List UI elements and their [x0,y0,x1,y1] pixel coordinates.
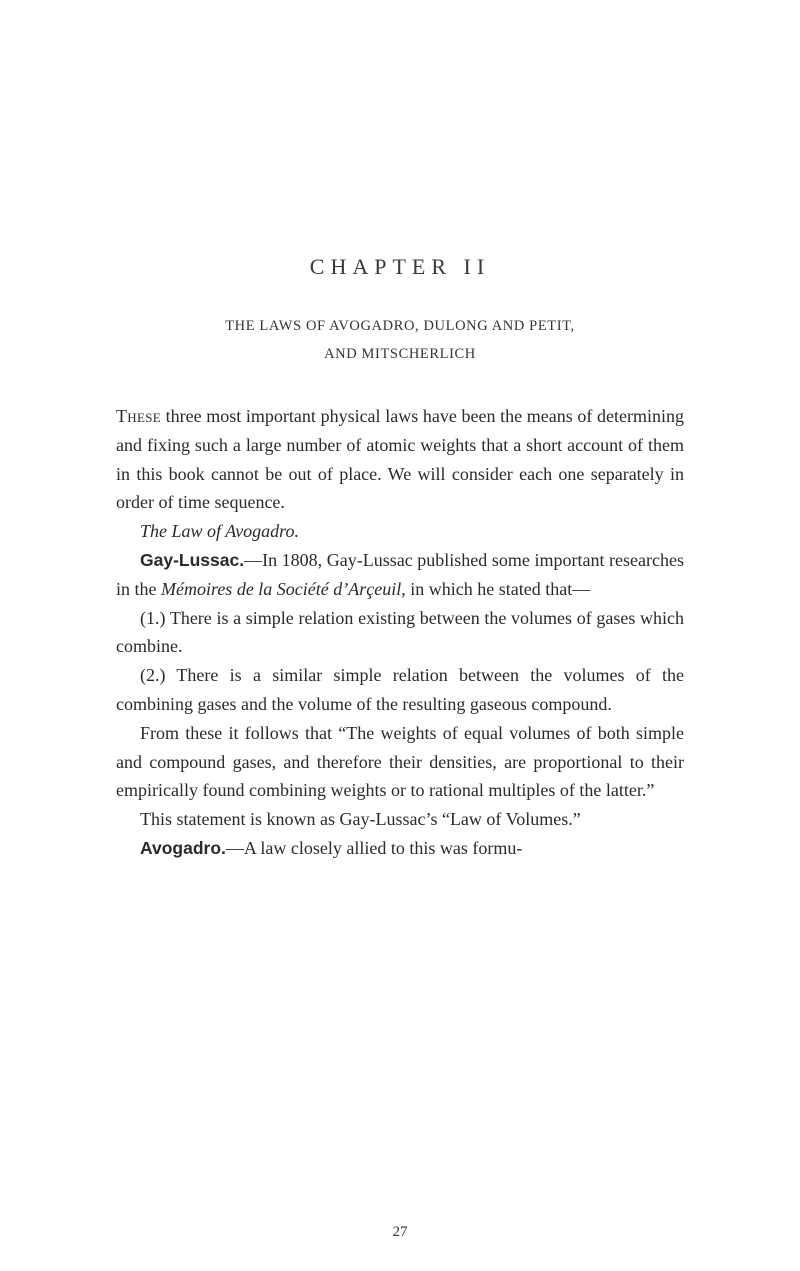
paragraph-gay-lussac-journal: Mémoires de la Société d’Arçeuil, [161,578,406,599]
page-number: 27 [392,1224,408,1240]
chapter-subtitle-line-1: THE LAWS OF AVOGADRO, DULONG AND PETIT, [225,318,575,334]
paragraph-consequence: From these it follows that “The weights of equal volumes of both simple and compound gases, and therefore their densities, are proportional to their empirically found combining weights or to rational multiples of the latter.” [116,722,684,801]
chapter-subtitle [116,312,684,368]
paragraph-law-1: (1.) There is a simple relation existing between the volumes of gases which combine. [116,607,684,657]
paragraph-law-2: (2.) There is a similar simple relation between the volumes of the combining gases and the volume of the resulting gaseous compound. [116,665,684,714]
run-in-heading-gay-lussac: Gay-Lussac. [140,549,245,570]
section-heading-avogadro-law [116,517,684,546]
paragraph-law-of-volumes: This statement is known as Gay-Lussac’s “Law of Volumes.” [140,809,581,830]
paragraph-intro [116,402,684,517]
chapter-subtitle-line-2: AND MITSCHERLICH [324,346,476,362]
paragraph-gay-lussac-text-a: —In 1808, Gay-Lussac published some important researches in the [116,549,684,599]
section-heading-text: The Law of Avogadro. [140,521,300,542]
run-in-heading-avogadro: Avogadro. [140,837,226,858]
paragraph-avogadro [116,834,684,863]
paragraph-gay-lussac [116,546,684,604]
paragraph-intro-text: three most important physical laws have been the means of determining and fixing such a large number of atomic weights that a short account of them in this book cannot be out of place. We will consider each one separately in order of time sequence. [116,406,684,513]
paragraph-avogadro-text: —A law closely allied to this was formu- [225,837,523,858]
chapter-heading: CHAPTER II [309,254,491,279]
body-text [116,402,684,863]
paragraph-gay-lussac-text-b: in which he stated that— [405,578,591,599]
paragraph-intro-lead: These [116,406,161,426]
book-page [116,0,684,1271]
